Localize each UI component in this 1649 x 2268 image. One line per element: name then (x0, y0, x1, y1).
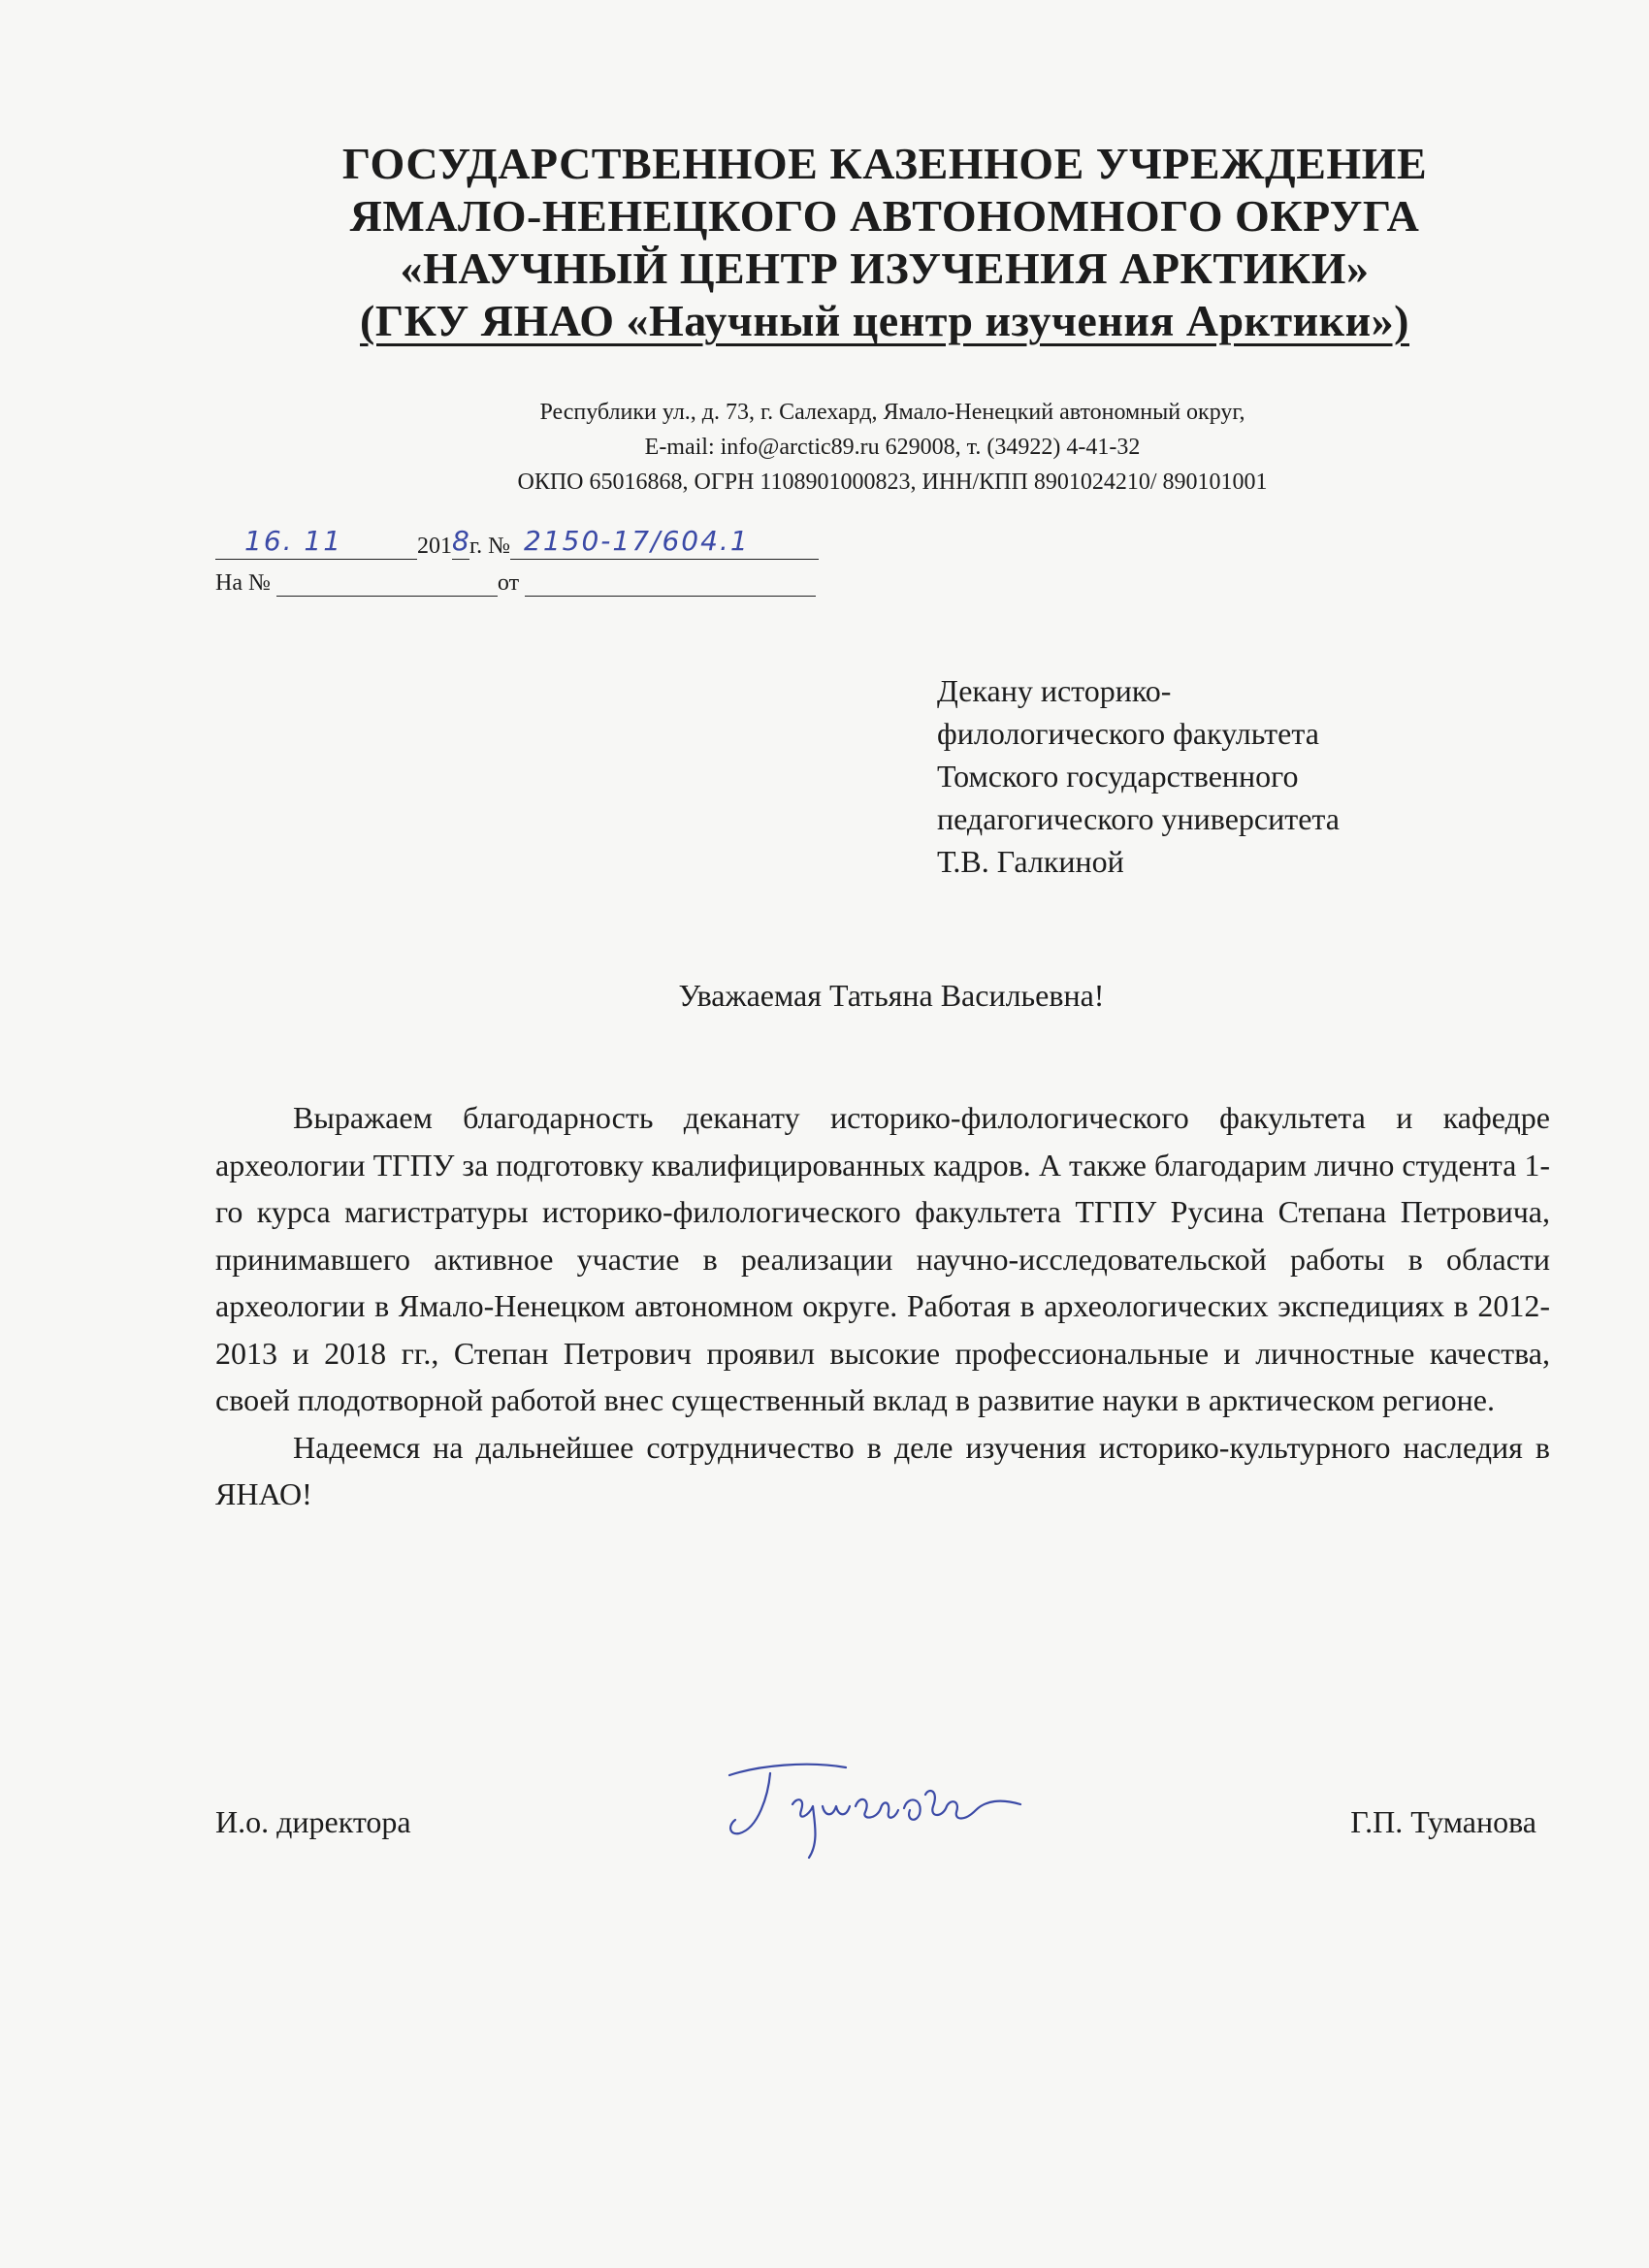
contact-address: Республики ул., д. 73, г. Салехард, Ямало-Ненецкий автономный округ, (539, 400, 1245, 425)
letterhead-short-name: (ГКУ ЯНАО «Научный центр изучения Арктики») (360, 296, 1409, 345)
signatory-title: И.о. директора (215, 1804, 411, 1839)
addressee-line: филологического факультета (937, 716, 1319, 751)
letterhead-line-1: ГОСУДАРСТВЕННОЕ КАЗЕННОЕ УЧРЕЖДЕНИЕ (341, 139, 1428, 188)
letter-body (215, 1094, 1550, 1518)
greeting (0, 978, 1649, 1014)
from-label: от (497, 570, 520, 596)
year-blank (452, 525, 471, 560)
addressee-line: Томского государственного (937, 759, 1299, 794)
handwritten-signature-icon (700, 1736, 1030, 1872)
letterhead-line-4 (60, 295, 1649, 347)
contact-codes: ОКПО 65016868, ОГРН 1108901000823, ИНН/КПП 8901024210/ 890101001 (517, 470, 1268, 495)
body-paragraph-2: Надеемся на дальнейшее сотрудничество в деле изучения историко-культурного наследия в ЯНАО! (215, 1429, 1550, 1511)
reply-label: На № (215, 570, 271, 596)
addressee-line: педагогического университета (937, 801, 1340, 836)
handwritten-number: 2150-17/604.1 (524, 525, 750, 557)
handwritten-date: 16. 11 (244, 525, 343, 557)
greeting-text: Уважаемая Татьяна Васильевна! (678, 978, 1105, 1013)
number-blank (510, 525, 819, 560)
addressee-line: Декану историко- (937, 673, 1172, 708)
letterhead-line-2: ЯМАЛО-НЕНЕЦКОГО АВТОНОМНОГО ОКРУГА (349, 191, 1420, 241)
handwritten-year-digit: 8 (452, 525, 471, 557)
year-prefix: 201 (417, 534, 452, 559)
reply-date-blank (525, 570, 816, 597)
contact-email-phone: E-mail: info@arctic89.ru 629008, т. (34922) 4-41-32 (644, 435, 1141, 460)
outgoing-registration-line (215, 525, 819, 560)
addressee-line: Т.В. Галкиной (937, 844, 1124, 879)
letterhead-line-3: «НАУЧНЫЙ ЦЕНТР ИЗУЧЕНИЯ АРКТИКИ» (400, 243, 1370, 293)
incoming-reference-line (215, 570, 816, 597)
reply-number-blank (276, 570, 498, 597)
year-suffix: г. № (469, 534, 511, 559)
addressee-block (937, 669, 1340, 883)
body-paragraph-1: Выражаем благодарность деканату историко-филологического факультета и кафедре археологии ТГПУ за подготовку квалифицированных кадров. А также благодарим лично студента 1-го курса магистратуры историко-филологического факультета ТГПУ Русина Степана Петровича, принимавшего активное участие в реализации научно-исследовательской работы в области археологии в Ямало-Ненецком автономном округе. Работая в археологических экспедициях в 2012-2013 и 2018 гг., Степан Петрович проявил высокие профессиональные и личностные качества, своей плодотворной работой внес существенный вклад в развитие науки в арктическом регионе. (215, 1100, 1550, 1417)
date-blank (215, 525, 417, 560)
signatory-name: Г.П. Туманова (1350, 1804, 1536, 1839)
